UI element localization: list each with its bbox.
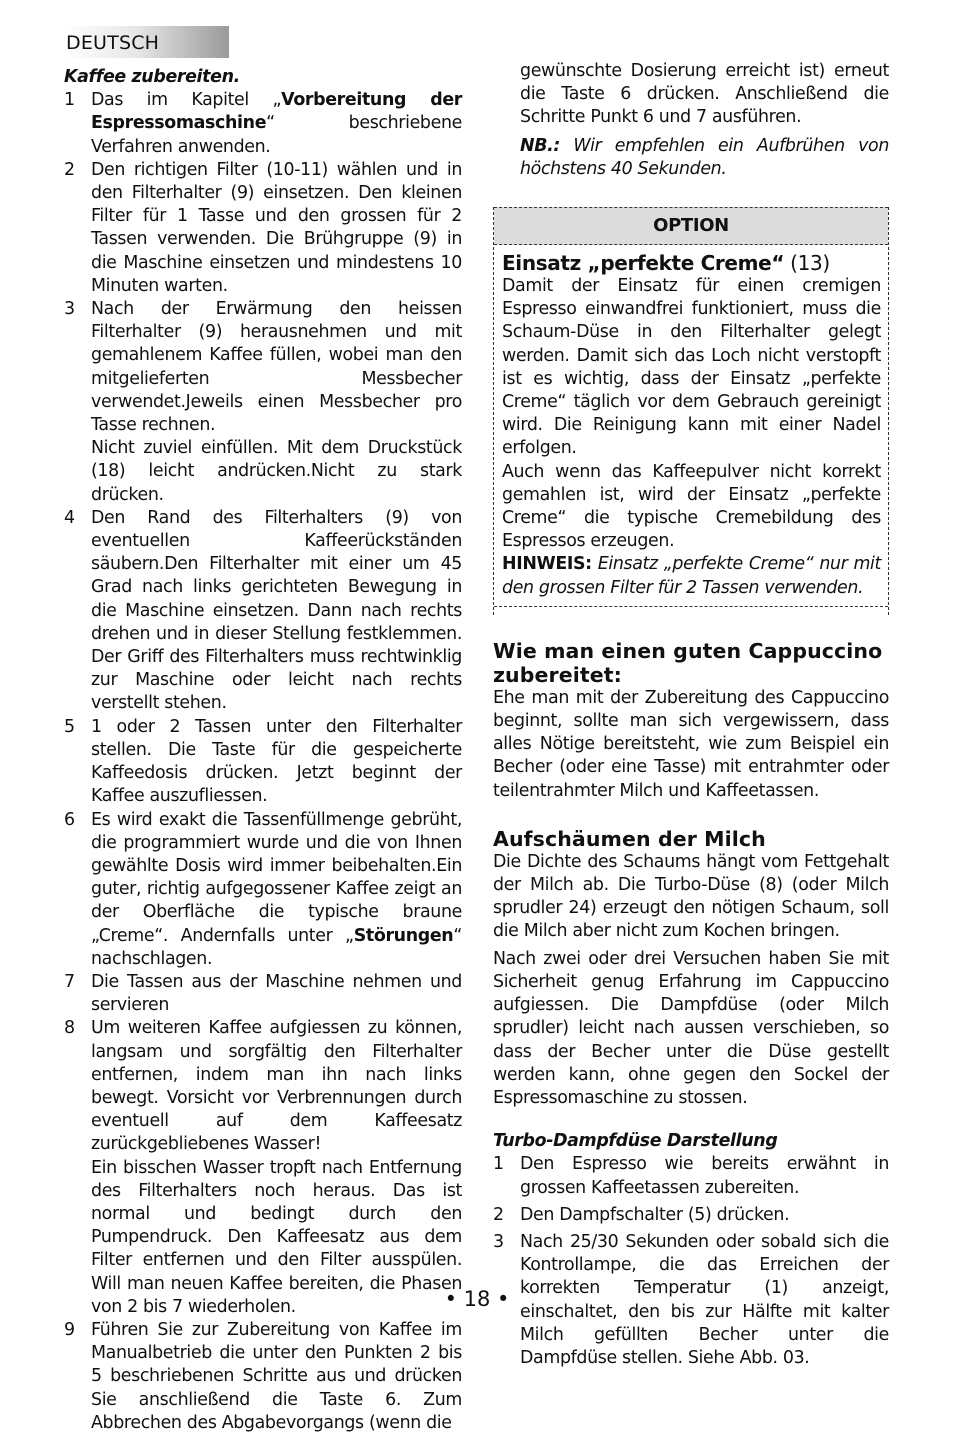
item-text: Den Rand des Filterhalters (9) von eventuellen Kaffeerückständen säubern.Den Filterhalter mit einer um 45 Grad nach links gerichteten Bewegung in die Maschine einsetzen. Dann nach rechts drehen und in dieser Stellung festklemmen. Der Griff des Filterhalters muss rechtwinklig zur Maschine oder leicht nach rechts verstellt stehen. — [91, 507, 462, 714]
item-number: 9 — [64, 1319, 75, 1340]
troubleshooting-reference: Störungen — [353, 925, 454, 946]
list-item-5 — [64, 716, 462, 809]
item-text: Um weiteren Kaffee aufgiessen zu können, langsam und sorgfältig den Filterhalter entfernen, indem man ihn nach links bewegt. Vorsicht vor Verbrennungen durch eventuell auf dem Kaffeesatz zurückgebliebenes Wasser! — [91, 1018, 462, 1155]
nb-note — [493, 135, 889, 181]
list-item-6 — [64, 809, 462, 971]
turbo-heading: Turbo-Dampfdüse Darstellung — [493, 1131, 778, 1152]
option-label: OPTION — [494, 207, 888, 245]
item-text: Führen Sie zur Zubereitung von Kaffee im Manualbetrieb die unter den Punkten 2 bis 5 beschriebenen Schritte aus und drücken Sie anschließend die Taste 6. Zum Abbrechen des Abgabevorgangs (wenn die — [91, 1319, 462, 1433]
item-text: Den Espresso wie bereits erwähnt in grossen Kaffeetassen zubereiten. — [520, 1154, 889, 1198]
turbo-item-2 — [493, 1204, 889, 1227]
nb-text: Wir empfehlen ein Aufbrühen von höchstens 40 Sekunden. — [520, 135, 889, 179]
option-title-number: (13) — [784, 251, 830, 276]
continuation-text: gewünschte Dosierung erreicht ist) erneut die Taste 6 drücken. Anschließend die Schritte Punkt 6 und 7 ausführen. — [520, 61, 889, 128]
item-text: “ nachschlagen. — [91, 925, 462, 969]
option-title-text: Einsatz „perfekte Creme“ — [502, 251, 785, 276]
item-text: Nach 25/30 Sekunden oder sobald sich die Kontrollampe, die das Erreichen der korrekten Temperatur (1) anzeigt, einschaltet, den bis zur Hälfte mit kalter Milch gefüllten Becher unter die Dampfdüse stellen. Siehe Abb. 03. — [520, 1231, 889, 1368]
item-number: 8 — [64, 1018, 75, 1039]
item-extra-text: Nicht zuviel einfüllen. Mit dem Druckstück (18) leicht andrücken.Nicht zu stark drücken. — [91, 438, 462, 505]
item-text: Nach der Erwärmung den heissen Filterhalter (9) herausnehmen und mit gemahlenem Kaffee füllen, wobei man den mitgelieferten Messbecher verwendet.Jeweils einen Messbecher pro Tasse rechnen. — [91, 299, 462, 436]
cappuccino-text: Ehe man mit der Zubereitung des Cappuccino beginnt, sollte man sich vergewissern, dass alles Nötige bereitsteht, wie zum Beispiel ein Becher (oder eine Tasse) mit entrahmter oder teilentrahmter Milch und Kaffeetassen. — [493, 687, 889, 801]
option-paragraph-1: Damit der Einsatz für einen cremigen Espresso einwandfrei funktioniert, muss die Schaum-Düse in den Filterhalter gelegt werden. Damit sich das Loch nicht verstopft ist es wichtig, dass der Einsatz „perfekte Creme“ täglich vor dem Gebrauch gereinigt wird. Die Reinigung kann mit einer Nadel erfolgen. — [502, 276, 881, 459]
item-text: “ beschriebene Verfahren anwenden. — [91, 113, 462, 157]
chapter-reference: Vorbereitung der Espressomaschine — [91, 90, 462, 134]
milk-paragraph-1: Die Dichte des Schaums hängt vom Fettgehalt der Milch ab. Die Turbo-Düse (8) (oder Milch sprudler 24) erzeugt den nötigen Schaum, soll die Milch aber nicht zum Kochen bringen. — [493, 851, 889, 942]
nb-label: NB.: — [520, 135, 560, 156]
item-number: 1 — [64, 90, 75, 111]
item-number: 7 — [64, 971, 75, 992]
list-item-9 — [64, 1319, 462, 1435]
item-text: Das im Kapitel „ — [91, 90, 282, 111]
page-number: • 18 • — [444, 1287, 510, 1311]
cappuccino-heading: Wie man einen guten Cappuccino zubereitet: — [493, 638, 883, 687]
list-item-1 — [64, 89, 462, 159]
right-column — [493, 60, 889, 1370]
option-box — [493, 207, 889, 615]
milk-heading: Aufschäumen der Milch — [493, 826, 766, 851]
item-number: 4 — [64, 507, 75, 528]
item-number: 1 — [493, 1154, 504, 1175]
item-number: 2 — [493, 1204, 504, 1225]
milk-paragraph-2: Nach zwei oder drei Versuchen haben Sie mit Sicherheit genug Erfahrung im Cappuccino aufgiessen. Die Dampfdüse (oder Milch sprudler) leicht nach aussen verschieben, so dass der Becher unter die Düse gestellt werden kann, ohne gegen den Sockel der Espressomaschine zu stossen. — [493, 948, 889, 1108]
hint-text: Einsatz „perfekte Creme“ nur mit den grossen Filter für 2 Tassen verwenden. — [502, 554, 881, 598]
item-number: 6 — [64, 809, 75, 830]
turbo-item-1 — [493, 1153, 889, 1199]
language-tab: DEUTSCH — [63, 26, 229, 58]
left-column — [64, 66, 462, 1435]
list-item-4 — [64, 507, 462, 716]
item-text: 1 oder 2 Tassen unter den Filterhalter stellen. Die Taste für die gespeicherte Kaffeedosis drücken. Jetzt beginnt der Kaffee auszufliessen. — [91, 716, 462, 807]
item-number: 5 — [64, 716, 75, 737]
section-heading-kaffee: Kaffee zubereiten. — [64, 67, 240, 87]
item-text: Den Dampfschalter (5) drücken. — [520, 1204, 790, 1225]
item-number: 2 — [64, 159, 75, 180]
item-text: Den richtigen Filter (10-11) wählen und in den Filterhalter (9) einsetzen. Den kleinen Filter für 1 Tasse und den grossen für 2 Tassen verwenden. Die Brühgruppe (9) in die Maschine einsetzen und mindestens 10 Minuten warten. — [91, 159, 462, 296]
item-text: Es wird exakt die Tassenfüllmenge gebrüht, die programmiert wurde und die von Ihnen gewählte Dosis wird immer beibehalten.Ein guter, richtig aufgegossener Kaffee zeigt an der Oberfläche die typische braune „Creme“. Andernfalls unter „ — [91, 809, 462, 946]
option-paragraph-2: Auch wenn das Kaffeepulver nicht korrekt gemahlen ist, wird der Einsatz „perfekte Creme“ die typische Cremebildung des Espressos erzeugen. — [502, 461, 881, 552]
item-number: 3 — [64, 299, 75, 320]
list-item-2 — [64, 159, 462, 298]
list-item-7 — [64, 971, 462, 1017]
list-item-3 — [64, 298, 462, 507]
list-item-8 — [64, 1017, 462, 1319]
option-title — [502, 251, 881, 275]
item-text: Die Tassen aus der Maschine nehmen und servieren — [91, 971, 462, 1016]
hint-note — [502, 553, 881, 599]
item-number: 3 — [493, 1231, 504, 1252]
item-extra-text: Ein bisschen Wasser tropft nach Entfernung des Filterhalters noch heraus. Das ist normal und bedingt durch den Pumpendruck. Den Kaffeesatz aus dem Filter entfernen und den Filter ausspülen. Will man neuen Kaffee bereiten, die Phasen von 2 bis 7 wiederholen. — [91, 1157, 462, 1317]
hint-label: HINWEIS: — [502, 554, 592, 575]
